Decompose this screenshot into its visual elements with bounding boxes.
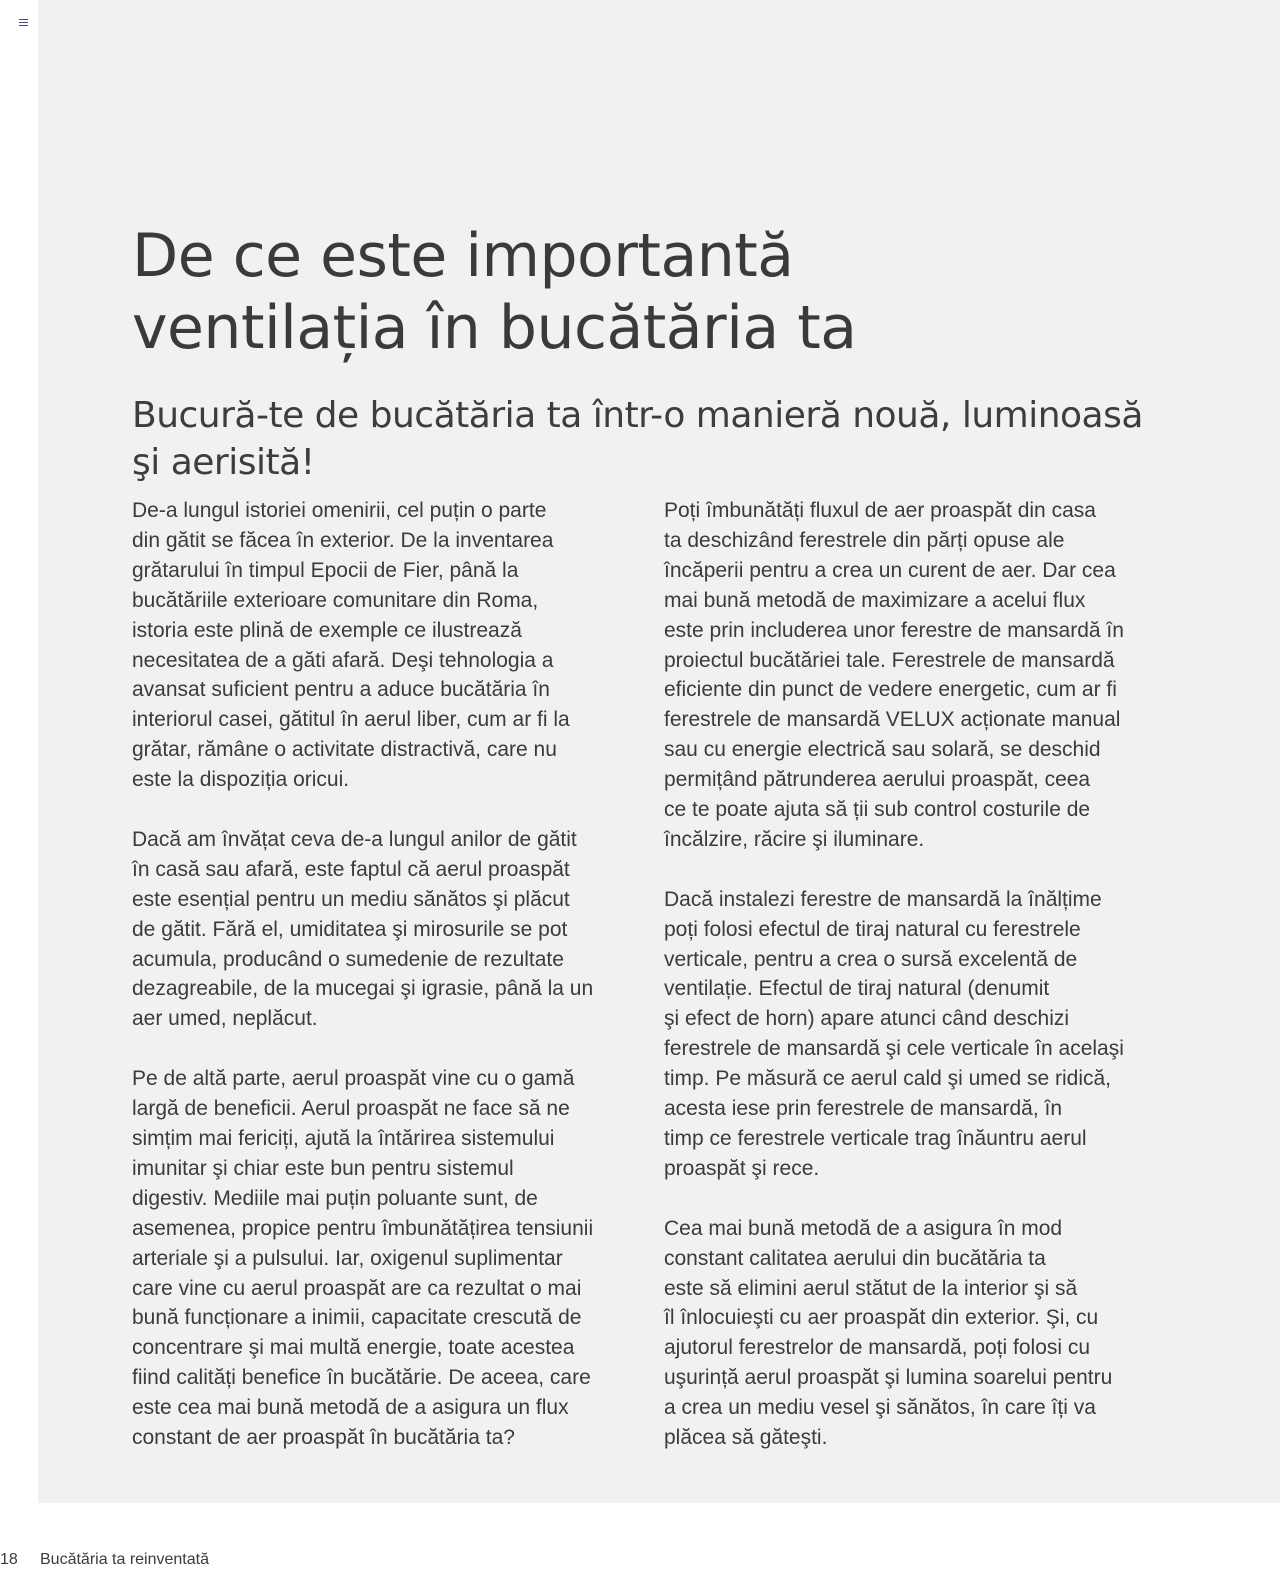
paragraph-line: ta deschizând ferestrele din părți opuse ale <box>664 528 1065 552</box>
paragraph-line: Poți îmbunătăți fluxul de aer proaspăt din casa <box>664 499 1096 522</box>
paragraph-line: în casă sau afară, este faptul că aerul proaspăt <box>132 857 570 881</box>
paragraph-line: interiorul casei, gătitul în aerul liber, cum ar fi la <box>132 708 570 732</box>
paragraph-line: eficiente din punct de vedere energetic, cum ar fi <box>664 678 1117 702</box>
paragraph-line: digestiv. Mediile mai puțin poluante sunt, de <box>132 1186 538 1210</box>
paragraph-line: bună funcționare a inimii, capacitate crescută de <box>132 1306 582 1330</box>
paragraph-line: Pe de altă parte, aerul proaspăt vine cu o gamă <box>132 1067 575 1091</box>
paragraph-line: este la dispoziția oricui. <box>132 768 350 792</box>
paragraph-line: este să elimini aerul stătut de la interior şi să <box>664 1276 1078 1300</box>
paragraph-line: plăcea să găteşti. <box>664 1426 828 1450</box>
paragraph-line: fiind calități benefice în bucătărie. De aceea, care <box>132 1366 591 1390</box>
paragraph-line: imunitar şi chiar este bun pentru sistemul <box>132 1156 514 1180</box>
paragraph-line: acesta iese prin ferestrele de mansardă, în <box>664 1097 1063 1121</box>
paragraph-line: Dacă am învățat ceva de-a lungul anilor de gătit <box>132 827 577 851</box>
right-text-column <box>664 496 1164 1483</box>
page-title <box>132 220 1172 364</box>
body-paragraph <box>132 1064 632 1453</box>
paragraph-line: timp. Pe măsură ce aerul cald şi umed se ridică, <box>664 1067 1112 1091</box>
paragraph-line: constant de aer proaspăt în bucătăria ta? <box>132 1426 515 1450</box>
paragraph-line: încălzire, răcire şi iluminare. <box>664 827 925 851</box>
paragraph-line: istoria este plină de exemple ce ilustrează <box>132 618 522 642</box>
paragraph-line: acumula, producând o sumedenie de rezultate <box>132 947 564 971</box>
paragraph-line: ce te poate ajuta să ții sub control costurile de <box>664 798 1091 822</box>
paragraph-line: ferestrele de mansardă şi cele verticale în acelaşi <box>664 1037 1124 1061</box>
paragraph-line: îl înlocuieşti cu aer proaspăt din exterior. Şi, cu <box>664 1306 1099 1330</box>
page-number: 18 <box>0 1551 18 1568</box>
body-paragraph <box>664 1214 1164 1453</box>
hamburger-menu-icon[interactable] <box>19 19 28 27</box>
paragraph-line: timp ce ferestrele verticale trag înăuntru aerul <box>664 1127 1087 1151</box>
body-paragraph <box>664 496 1164 855</box>
paragraph-line: de gătit. Fără el, umiditatea şi mirosurile se pot <box>132 917 568 941</box>
publication-title: Bucătăria ta reinventată <box>40 1551 209 1568</box>
left-text-column <box>132 496 632 1483</box>
paragraph-line: ajutorul ferestrelor de mansardă, poți folosi cu <box>664 1336 1091 1360</box>
paragraph-line: încăperii pentru a crea un curent de aer. Dar cea <box>664 558 1116 582</box>
paragraph-line: proaspăt şi rece. <box>664 1156 820 1180</box>
paragraph-line: este esențial pentru un mediu sănătos şi plăcut <box>132 887 570 911</box>
page-title-line: De ce este importantă <box>132 221 794 291</box>
paragraph-line: care vine cu aerul proaspăt are ca rezultat o mai <box>132 1276 582 1300</box>
paragraph-line: este cea mai bună metodă de a asigura un flux <box>132 1396 569 1420</box>
paragraph-line: Dacă instalezi ferestre de mansardă la înălțime <box>664 887 1102 911</box>
body-paragraph <box>664 885 1164 1184</box>
paragraph-line: sau cu energie electrică sau solară, se deschid <box>664 738 1101 762</box>
menu-icon-bar <box>19 19 28 20</box>
menu-icon-bar <box>19 25 28 26</box>
paragraph-line: avansat suficient pentru a aduce bucătăria în <box>132 678 550 702</box>
paragraph-line: dezagreabile, de la mucegai şi igrasie, până la un <box>132 977 594 1001</box>
paragraph-line: verticale, pentru a crea o sursă excelentă de <box>664 947 1078 971</box>
paragraph-line: largă de beneficii. Aerul proaspăt ne face să ne <box>132 1097 570 1121</box>
paragraph-line: a crea un mediu vesel şi sănătos, în care îți va <box>664 1396 1096 1420</box>
paragraph-line: ventilație. Efectul de tiraj natural (denumit <box>664 977 1050 1001</box>
paragraph-line: proiectul bucătăriei tale. Ferestrele de mansardă <box>664 648 1115 672</box>
paragraph-line: concentrare şi mai multă energie, toate acestea <box>132 1336 575 1360</box>
paragraph-line: permițând pătrunderea aerului proaspăt, ceea <box>664 768 1091 792</box>
paragraph-line: simțim mai fericiți, ajută la întărirea sistemului <box>132 1127 555 1150</box>
page-title-line: ventilația în bucătăria ta <box>132 293 857 363</box>
paragraph-line: bucătăriile exterioare comunitare din Roma, <box>132 588 539 612</box>
body-paragraph <box>132 496 632 795</box>
paragraph-line: aer umed, neplăcut. <box>132 1007 318 1031</box>
menu-icon-bar <box>19 22 28 23</box>
paragraph-line: necesitatea de a găti afară. Deşi tehnologia a <box>132 648 554 672</box>
paragraph-line: Cea mai bună metodă de a asigura în mod <box>664 1216 1063 1240</box>
paragraph-line: asemenea, propice pentru îmbunătățirea tensiunii <box>132 1216 594 1240</box>
paragraph-line: este prin includerea unor ferestre de mansardă în <box>664 618 1124 642</box>
paragraph-line: grătar, rămâne o activitate distractivă, care nu <box>132 738 557 762</box>
body-paragraph <box>132 825 632 1034</box>
paragraph-line: ferestrele de mansardă VELUX acționate manual <box>664 708 1121 732</box>
paragraph-line: poți folosi efectul de tiraj natural cu ferestrele <box>664 917 1081 941</box>
paragraph-line: arteriale şi a pulsului. Iar, oxigenul suplimentar <box>132 1246 563 1270</box>
paragraph-line: şi efect de horn) apare atunci când deschizi <box>664 1007 1070 1031</box>
paragraph-line: uşurință aerul proaspăt şi lumina soarelui pentru <box>664 1366 1113 1390</box>
paragraph-line: De-a lungul istoriei omenirii, cel puțin o parte <box>132 499 547 522</box>
paragraph-line: grătarului în timpul Epocii de Fier, până la <box>132 558 519 582</box>
paragraph-line: mai bună metodă de maximizare a acelui flux <box>664 588 1086 612</box>
paragraph-line: din gătit se făcea în exterior. De la inventarea <box>132 528 554 552</box>
page-subtitle: Bucură-te de bucătăria ta într-o manieră nouă, luminoasă şi aerisită! <box>132 395 1143 483</box>
paragraph-line: constant calitatea aerului din bucătăria ta <box>664 1246 1046 1270</box>
